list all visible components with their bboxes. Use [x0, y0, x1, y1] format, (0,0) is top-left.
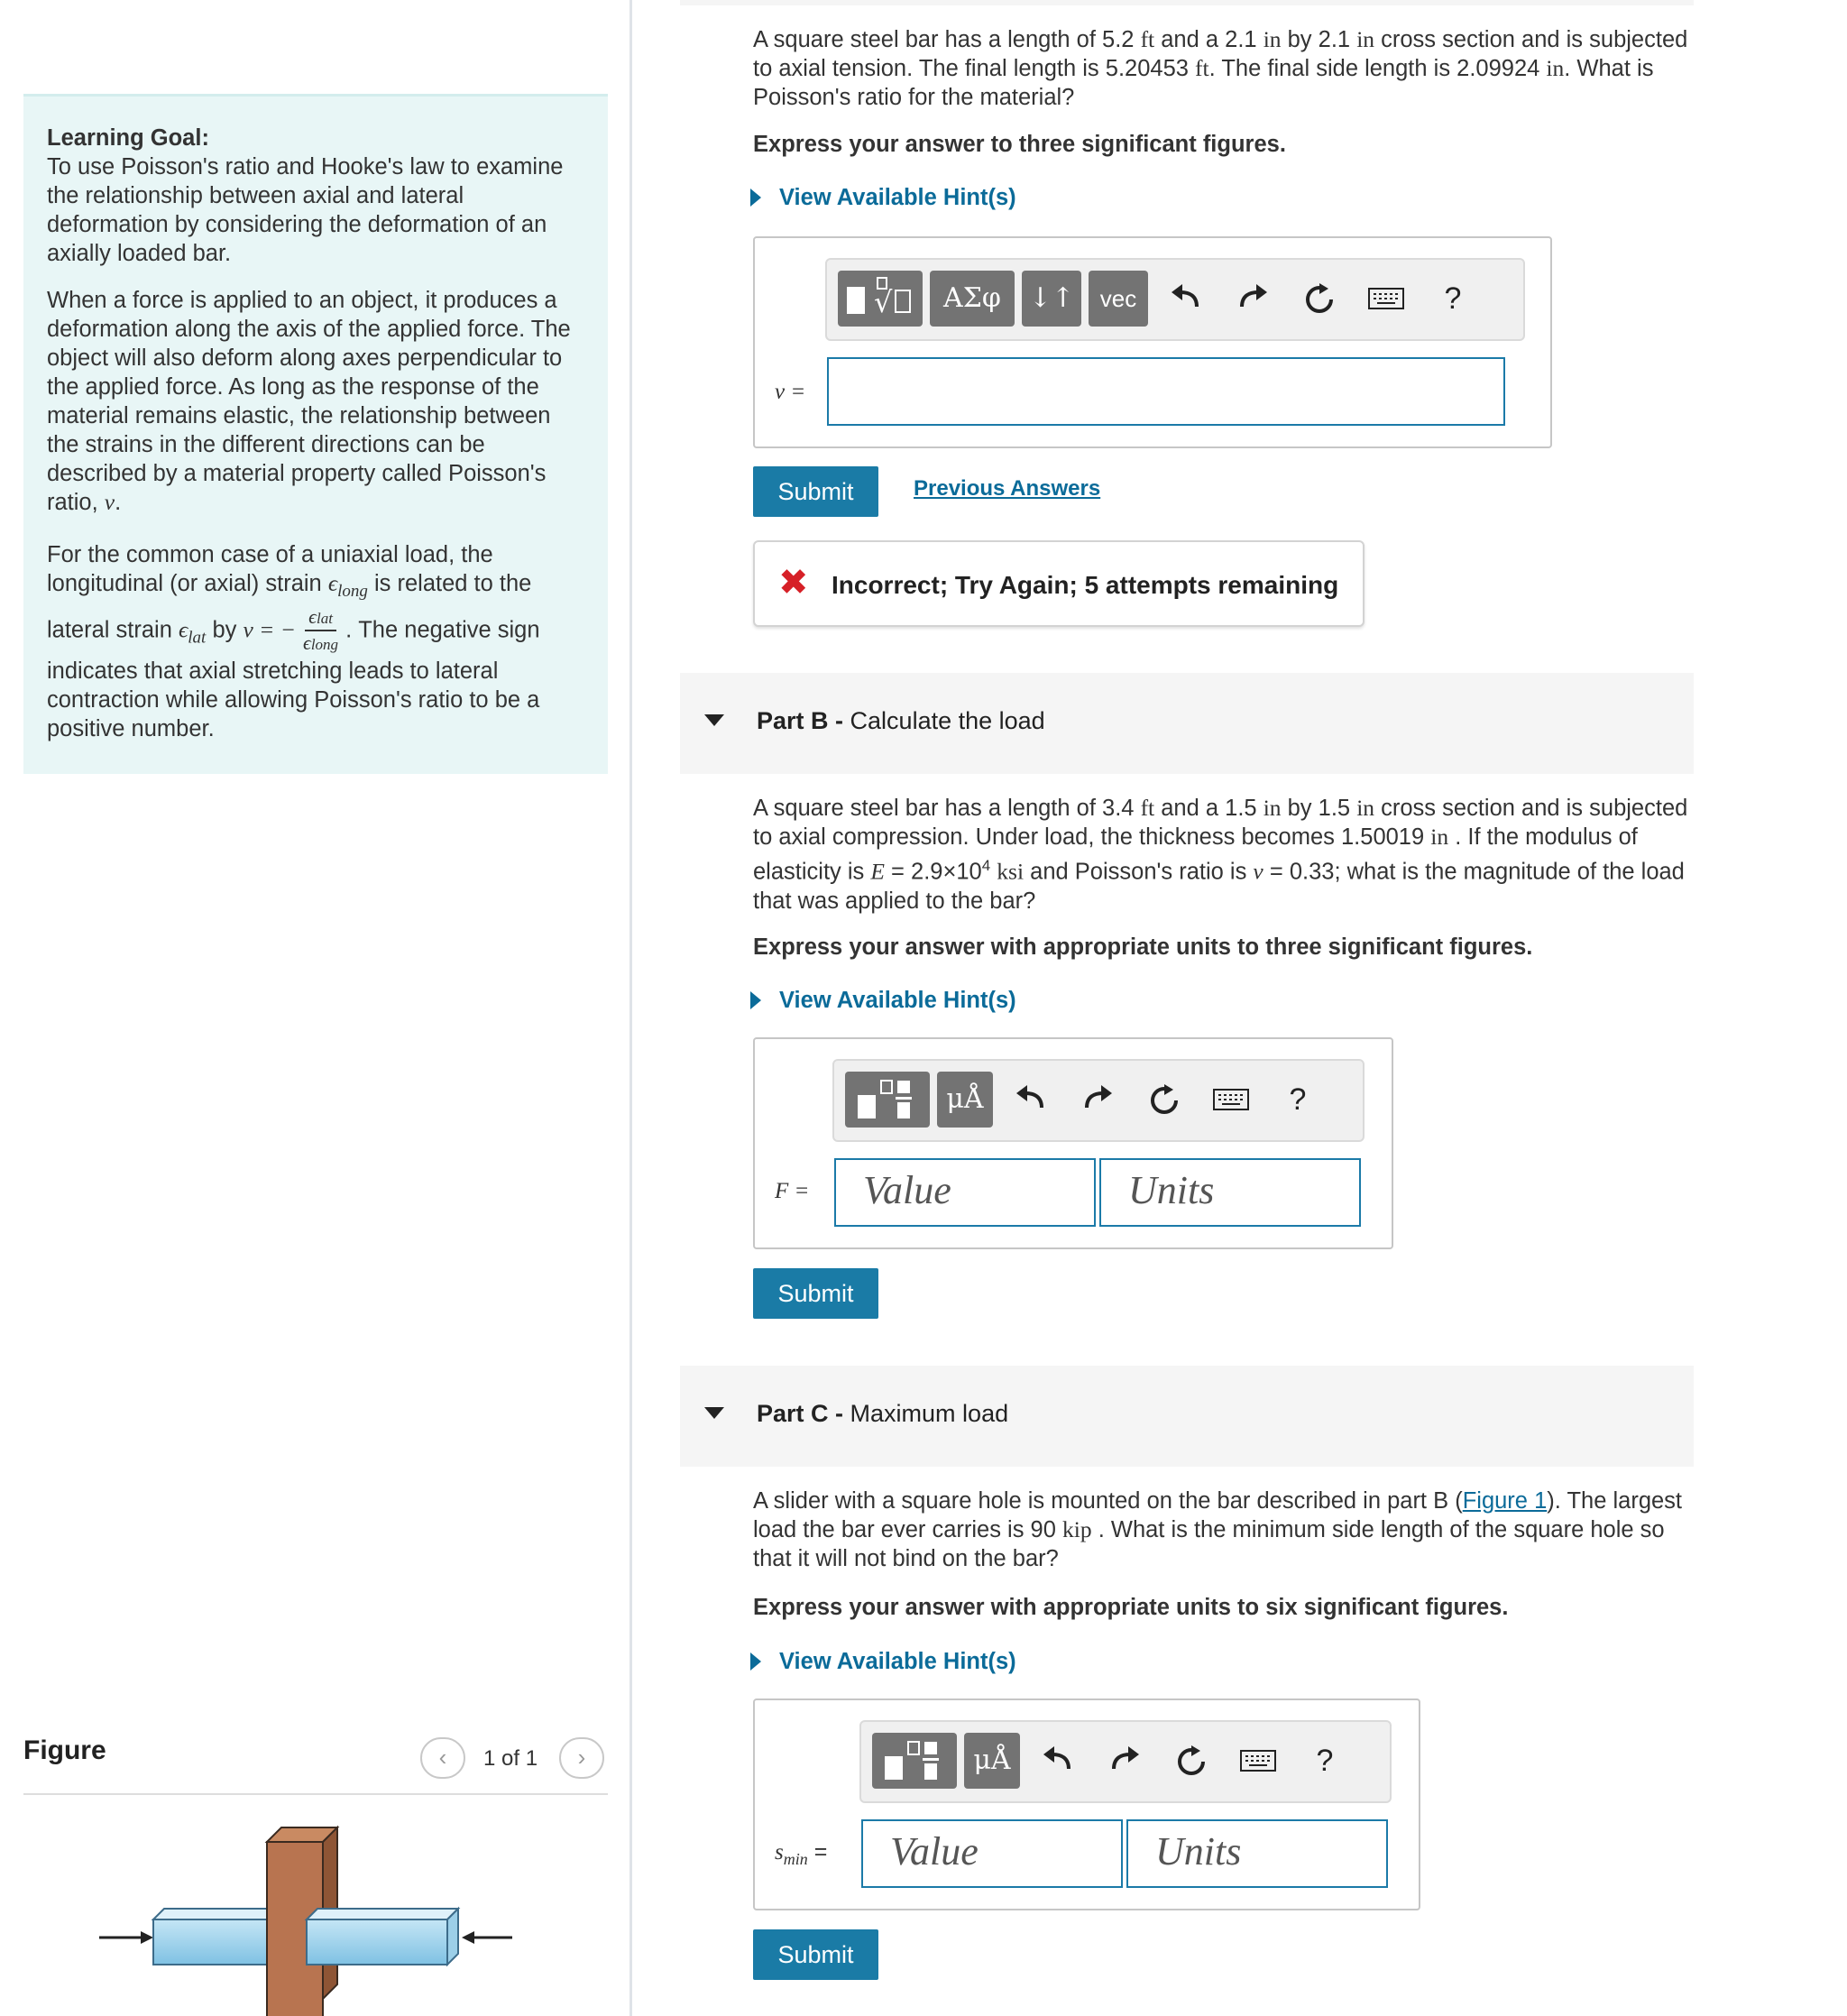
chevron-right-icon: › [577, 1744, 586, 1771]
part-b-question: A square steel bar has a length of 3.4 ft and a 1.5 in by 1.5 in cross section and is subjected to axial compression. Under load, the thickness becomes 1.50019 in . If the modulus of elasticity is $E = 2.9\times 10^4$ ksi and Poisson's ratio is ν = 0.33; what is the magnitude of the load that was applied to the bar? [753, 795, 1688, 914]
part-c-title: Part C - Maximum load [757, 1400, 1009, 1427]
greek-symbols-button[interactable]: ΑΣφ [930, 271, 1015, 327]
top-strip [680, 0, 1694, 5]
figure-1-link[interactable]: Figure 1 [1462, 1488, 1548, 1514]
part-c-instruction: Express your answer with appropriate units to six significant figures. [753, 1595, 1509, 1620]
reset-button[interactable] [1166, 1733, 1217, 1789]
part-b-units-input[interactable] [1099, 1158, 1361, 1227]
keyboard-button[interactable] [1233, 1733, 1283, 1789]
part-b-instruction: Express your answer with appropriate units to three significant figures. [753, 934, 1533, 960]
bar-left-segment [153, 1909, 267, 1965]
undo-icon [1170, 283, 1202, 312]
reset-button[interactable] [1294, 271, 1345, 327]
poisson-formula: ν = − [243, 616, 296, 643]
expand-triangle-icon [750, 189, 761, 207]
figure-pager-text: 1 of 1 [483, 1746, 538, 1771]
svg-text:√: √ [874, 285, 893, 319]
part-b-value-input[interactable] [834, 1158, 1096, 1227]
fraction-template-icon [872, 1733, 957, 1789]
learning-goal-box [23, 94, 608, 774]
collapse-caret-icon [704, 714, 724, 726]
part-c-question: A slider with a square hole is mounted on the bar described in part B (Figure 1). The largest load the bar ever carries is 90 kip . What is the minimum side length of the square hole so that it will not bind on the bar? [753, 1488, 1683, 1571]
templates-icon [838, 271, 923, 327]
keyboard-button[interactable] [1361, 271, 1411, 327]
reset-icon [1175, 1745, 1208, 1778]
figure-next-button[interactable] [559, 1737, 604, 1779]
units-placeholder: Units [1128, 1168, 1215, 1212]
column-divider [629, 0, 632, 2016]
part-a-submit-button[interactable]: Submit [753, 466, 878, 517]
fraction-templates-button[interactable] [845, 1072, 930, 1128]
keyboard-icon [1213, 1089, 1249, 1110]
keyboard-icon [1368, 288, 1404, 309]
units-button[interactable]: μÅ [937, 1072, 993, 1128]
part-c-units-input[interactable] [1126, 1819, 1388, 1888]
part-b-math-toolbar [832, 1059, 1365, 1142]
help-button[interactable]: ? [1289, 1082, 1307, 1117]
reset-icon [1148, 1084, 1181, 1117]
fraction-template-icon [845, 1072, 930, 1128]
part-a-feedback [753, 540, 1365, 627]
part-b-variable-label: F = [775, 1179, 810, 1203]
part-c-variable-label: $s_{min}$ = [775, 1839, 828, 1868]
part-a-answer-box [753, 236, 1552, 448]
error-x-icon: ✖ [778, 563, 809, 603]
part-a-math-toolbar [825, 258, 1525, 341]
part-a-question: A square steel bar has a length of 5.2 ft and a 2.1 in by 2.1 in cross section and is subjected to axial tension. The final length is 5.20453 ft. The final side length is 2.09924 in. What is Poisson's ratio for the material? [753, 26, 1688, 110]
subscript-superscript-button[interactable]: ↓↑ [1022, 271, 1081, 327]
learning-goal-para3: For the common case of a uniaxial load, the longitudinal (or axial) strain $\epsilon_{long}$ is related to the lateral strain $\epsilon_{lat}$ by ν = − $\frac{\text{ϵlat}}{\text{ϵlong}}$ . The negative sign indicates that axial stretching leads to lateral contraction while allowing Poisson's ratio to be a positive number. [47, 542, 540, 741]
slider-on-bar-illustration [90, 1822, 523, 2016]
figure-title: Figure [23, 1735, 106, 1765]
fraction-templates-button[interactable] [872, 1733, 957, 1789]
chevron-left-icon: ‹ [438, 1744, 447, 1771]
undo-button[interactable] [1033, 1733, 1083, 1789]
left-panel [0, 0, 631, 2016]
part-b-title: Part B - Calculate the load [757, 707, 1045, 734]
strain-fraction: $\frac{\text{ϵlat}}{\text{ϵlong}}$ [302, 605, 339, 654]
value-placeholder: Value [890, 1829, 979, 1873]
redo-icon [1236, 283, 1269, 312]
redo-button[interactable] [1227, 271, 1278, 327]
part-b-answer-box [753, 1037, 1393, 1249]
templates-button[interactable] [838, 271, 923, 327]
undo-icon [1015, 1084, 1047, 1113]
part-c-math-toolbar [859, 1720, 1392, 1803]
part-c-answer-box [753, 1698, 1420, 1910]
expand-triangle-icon [750, 1652, 761, 1671]
units-button[interactable]: μÅ [964, 1733, 1020, 1789]
reset-button[interactable] [1139, 1072, 1190, 1128]
redo-button[interactable] [1099, 1733, 1150, 1789]
part-c-submit-button[interactable]: Submit [753, 1929, 878, 1980]
part-c-header[interactable] [680, 1366, 1694, 1467]
left-load-arrow [99, 1931, 153, 1944]
reset-icon [1303, 283, 1336, 316]
help-button[interactable]: ? [1316, 1744, 1334, 1778]
right-load-arrow [462, 1931, 512, 1944]
undo-button[interactable] [1006, 1072, 1056, 1128]
part-a-instruction: Express your answer to three significant figures. [753, 132, 1286, 157]
learning-goal-intro: To use Poisson's ratio and Hooke's law to examine the relationship between axial and lateral deformation by considering the deformation of an axially loaded bar. [47, 154, 564, 266]
redo-button[interactable] [1072, 1072, 1123, 1128]
part-b-header[interactable] [680, 673, 1694, 774]
units-placeholder: Units [1155, 1829, 1242, 1873]
value-placeholder: Value [863, 1168, 951, 1212]
part-c-value-input[interactable] [861, 1819, 1123, 1888]
part-b-hint-toggle[interactable]: View Available Hint(s) [750, 988, 1016, 1014]
redo-icon [1081, 1084, 1114, 1113]
part-a-answer-input[interactable] [827, 357, 1505, 426]
part-a-hint-toggle[interactable]: View Available Hint(s) [750, 185, 1016, 211]
keyboard-icon [1240, 1750, 1276, 1772]
redo-icon [1108, 1745, 1141, 1774]
undo-button[interactable] [1161, 271, 1211, 327]
part-c-hint-toggle[interactable]: View Available Hint(s) [750, 1649, 1016, 1675]
help-button[interactable]: ? [1444, 281, 1462, 316]
bar-right-segment [307, 1909, 458, 1965]
part-a-variable-label: ν = [775, 380, 806, 404]
figure-header [23, 1732, 608, 1795]
collapse-caret-icon [704, 1407, 724, 1419]
part-b-submit-button[interactable]: Submit [753, 1268, 878, 1319]
keyboard-button[interactable] [1206, 1072, 1256, 1128]
figure-image [90, 1822, 523, 2016]
expand-triangle-icon [750, 991, 761, 1009]
previous-answers-link[interactable]: Previous Answers [914, 476, 1101, 501]
learning-goal-heading: Learning Goal: [47, 125, 209, 151]
vector-button[interactable]: vec [1089, 271, 1148, 327]
feedback-message: Incorrect; Try Again; 5 attempts remaining [832, 571, 1339, 599]
learning-goal-para2: When a force is applied to an object, it produces a deformation along the axis of the applied force. The object will also deform along axes perpendicular to the applied force. As long as the response of the material remains elastic, the relationship between the strains in the different directions can be described by a material property called Poisson's ratio, ν. [47, 288, 571, 515]
undo-icon [1042, 1745, 1074, 1774]
figure-prev-button[interactable] [420, 1737, 465, 1779]
